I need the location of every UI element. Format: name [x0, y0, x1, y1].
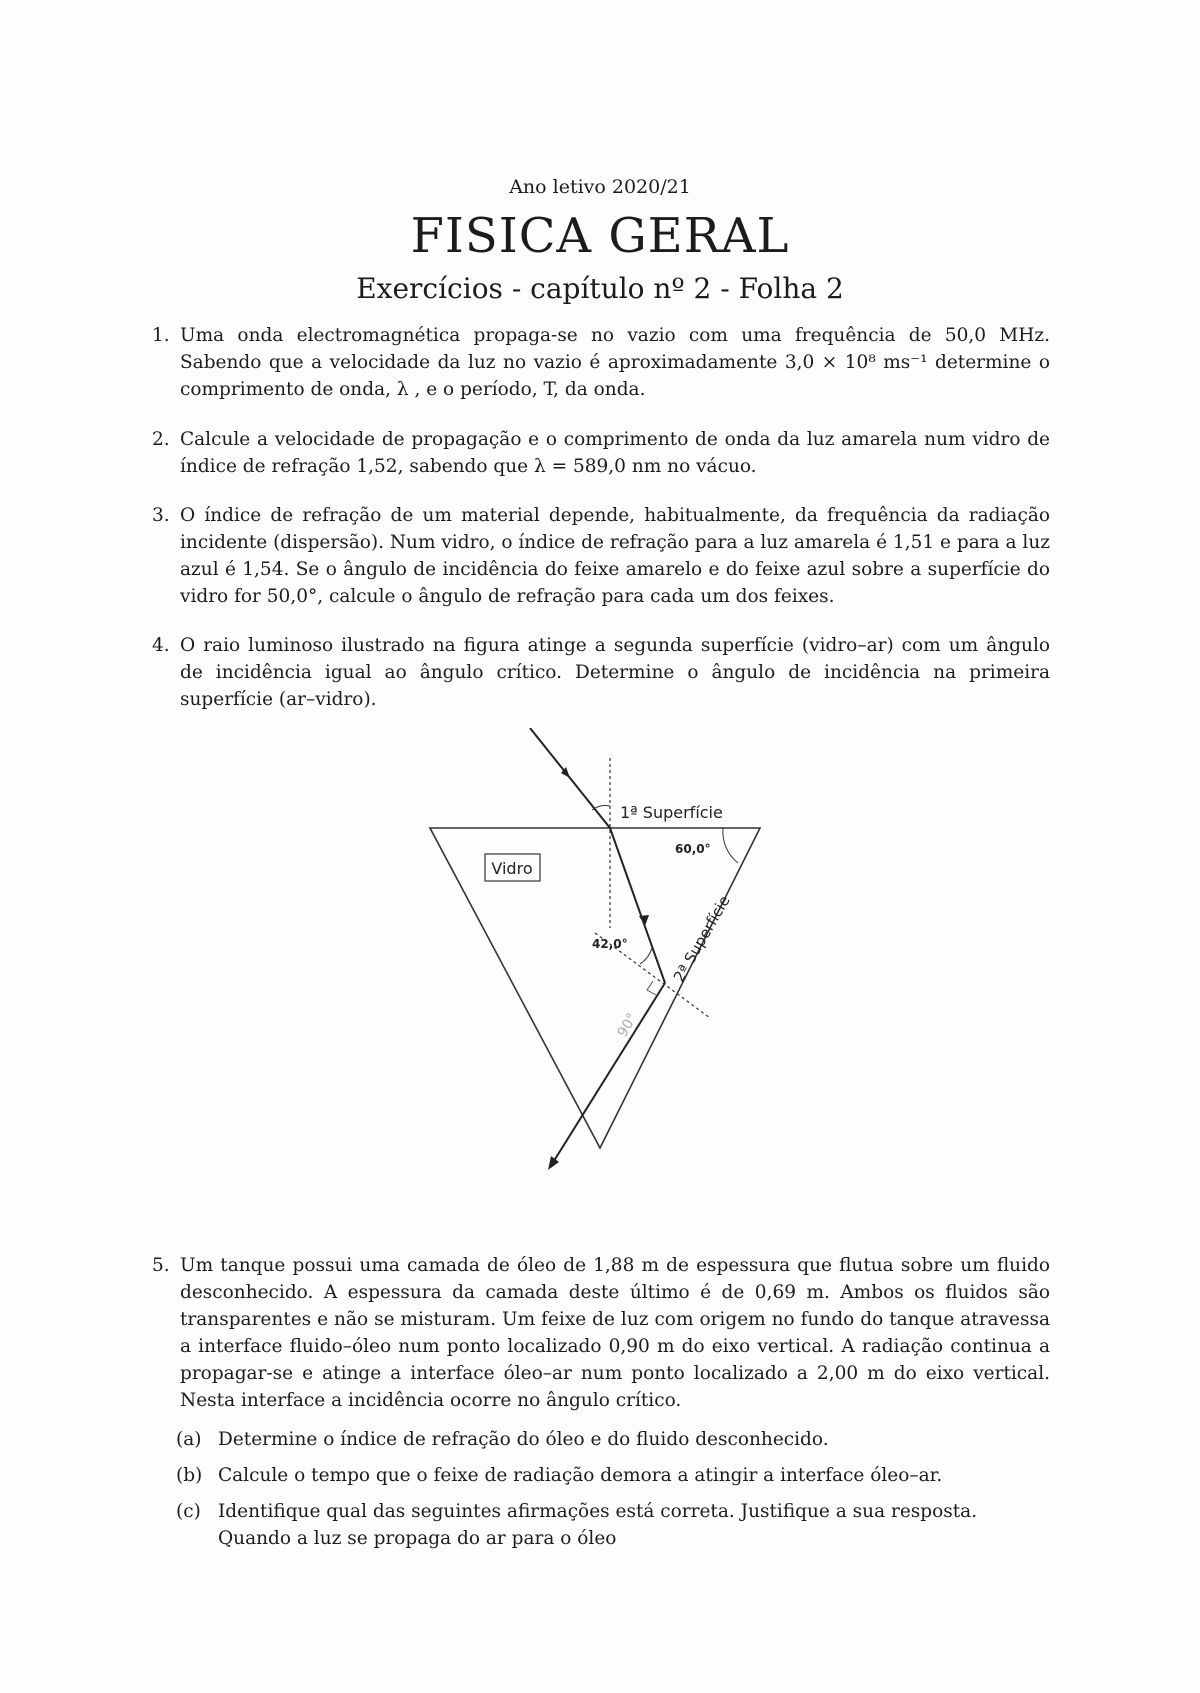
surface-1-label: 1ª Superfície — [620, 803, 723, 822]
question-number: 4. — [152, 635, 170, 656]
emergent-ray — [552, 983, 665, 1164]
question-number: 1. — [152, 325, 170, 346]
handwritten-angle-note: 90° — [614, 1010, 641, 1040]
glass-prism — [430, 828, 760, 1148]
subquestion-b — [176, 1462, 1050, 1489]
question-number: 2. — [152, 429, 170, 450]
question-text: Uma onda electromagnética propaga-se no vazio com uma frequência de 50,0 MHz. Sabendo que a velocidade da luz no vazio é aproximadamente 3,0 × 10⁸ ms⁻¹ determine o comprimento de onda, λ , e o período, T, da onda. — [180, 325, 1050, 400]
subquestion-text: Determine o índice de refração do óleo e do fluido desconhecido. — [218, 1429, 829, 1450]
critical-angle-arc — [640, 948, 652, 964]
sheet-subtitle: Exercícios - capítulo nº 2 - Folha 2 — [356, 272, 844, 305]
course-title: FISICA GERAL — [410, 208, 790, 264]
glass-label: Vidro — [491, 859, 533, 878]
academic-year: Ano letivo 2020/21 — [509, 176, 691, 198]
question-2 — [152, 426, 1050, 480]
question-text: O raio luminoso ilustrado na figura atinge a segunda superfície (vidro–ar) com um ângulo de incidência igual ao ângulo crítico. Determine o ângulo de incidência na primeira superfície (ar–vidro). — [180, 635, 1050, 710]
subquestion-a — [176, 1426, 1050, 1453]
question-5 — [152, 1252, 1050, 1414]
question-4 — [152, 632, 1050, 713]
critical-angle-label: 42,0° — [592, 937, 628, 951]
surface-2-label: 2ª Superfície — [669, 892, 734, 985]
subquestion-c — [176, 1498, 1050, 1552]
apex-angle-label: 60,0° — [675, 842, 711, 856]
question-number: 3. — [152, 505, 170, 526]
subquestion-label: (b) — [176, 1465, 203, 1486]
emergent-arrow — [548, 1156, 559, 1170]
question-text: Calcule a velocidade de propagação e o comprimento de onda da luz amarela num vidro de índice de refração 1,52, sabendo que λ = 589,0 nm no vácuo. — [180, 429, 1050, 477]
question-1 — [152, 322, 1050, 403]
question-text: O índice de refração de um material depende, habitualmente, da frequência da radiação incidente (dispersão). Num vidro, o índice de refração para a luz amarela é 1,51 e para a luz azul é 1,54. Se o ângulo de incidência do feixe amarelo e do feixe azul sobre a superfície do vidro for 50,0°, calcule o ângulo de refração para cada um dos feixes. — [180, 505, 1050, 607]
prism-diagram — [420, 728, 780, 1178]
subquestion-label: (a) — [176, 1429, 202, 1450]
right-angle-mark — [647, 981, 656, 995]
subquestion-label: (c) — [176, 1501, 201, 1522]
question-number: 5. — [152, 1255, 170, 1276]
apex-angle-arc — [723, 828, 738, 863]
subquestion-text: Identifique qual das seguintes afirmações está correta. Justifique a sua resposta. Quando a luz se propaga do ar para o óleo — [218, 1501, 978, 1549]
question-text: Um tanque possui uma camada de óleo de 1,88 m de espessura que flutua sobre um fluido desconhecido. A espessura da camada deste último é de 0,69 m. Ambos os fluidos são transparentes e não se misturam. Um feixe de luz com origem no fundo do tanque atravessa a interface fluido–óleo num ponto localizado 0,90 m do eixo vertical. A radiação continua a propagar-se e atinge a interface óleo–ar num ponto localizado a 2,00 m do eixo vertical. Nesta interface a incidência ocorre no ângulo crítico. — [180, 1255, 1050, 1411]
refracted-ray — [610, 828, 665, 983]
subquestion-text: Calcule o tempo que o feixe de radiação demora a atingir a interface óleo–ar. — [218, 1465, 943, 1486]
question-3 — [152, 502, 1050, 610]
